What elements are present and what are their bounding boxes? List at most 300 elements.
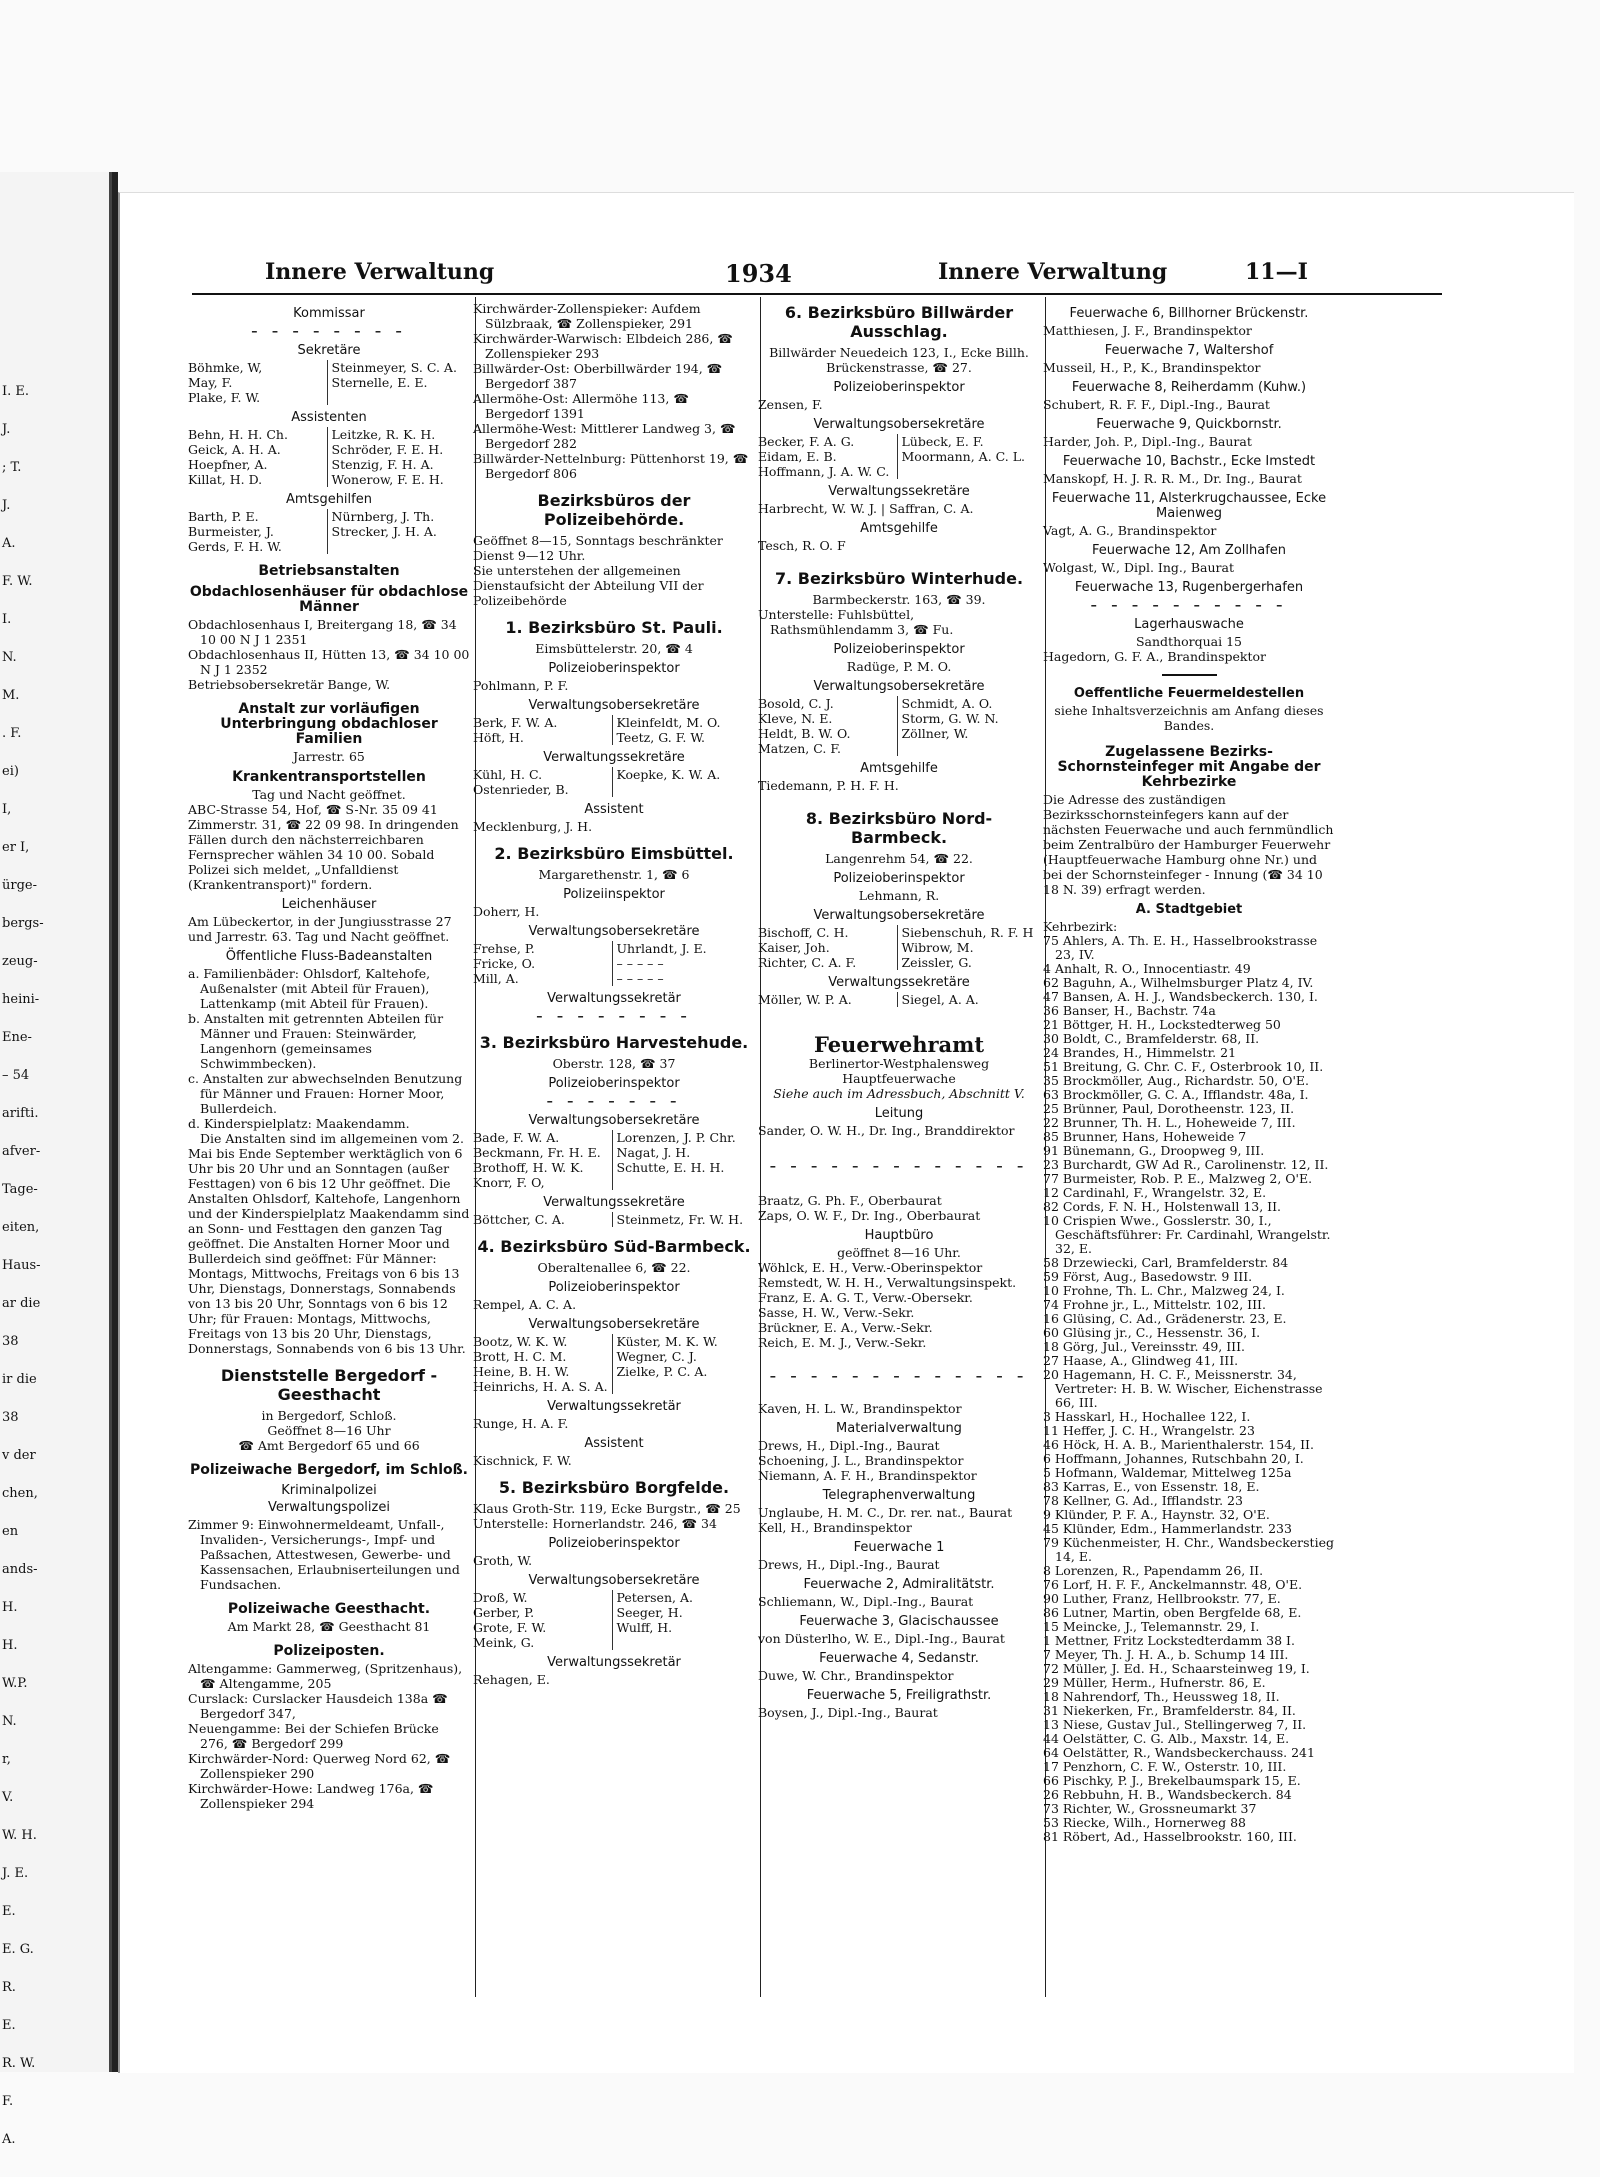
kehrbezirk-row: 22 Brunner, Th. H. L., Hoheweide 7, III.: [1043, 1115, 1296, 1130]
name-cell: Kühl, H. C.: [473, 767, 543, 782]
text-line: Billwärder-Ost: Oberbillwärder 194, ☎ Bergedorf 387: [473, 361, 723, 391]
kehrbezirk-row: 15 Meincke, J., Telemannstr. 29, I.: [1043, 1619, 1260, 1634]
kehrbezirk-row: 23 Burchardt, GW Ad R., Carolinenstr. 12, II.: [1043, 1157, 1329, 1172]
column-4: [1043, 301, 1335, 1844]
name-row: [188, 457, 470, 472]
name-cell: Schröder, F. E. H.: [327, 442, 471, 457]
feuerwache-heading: Feuerwache 7, Waltershof: [1104, 343, 1274, 358]
name-cell: [612, 782, 756, 797]
left-page-text: 38: [2, 1410, 19, 1425]
kehrbezirk-row: 4 Anhalt, R. O., Innocentiastr. 49: [1043, 961, 1251, 976]
role-heading: Verwaltungsobersekretäre: [813, 417, 985, 432]
kehrbezirk-row: 75 Ahlers, A. Th. E. H., Hasselbrookstrasse 23, IV.: [1043, 933, 1318, 962]
text-line: Schoening, J. L., Brandinspektor: [758, 1453, 964, 1468]
left-page-text: v der: [2, 1448, 36, 1463]
dash-placeholder: – – – – – – –: [546, 1093, 682, 1108]
person-name: Tiedemann, P. H. F. H.: [758, 778, 899, 793]
person-name: Hagedorn, G. F. A., Brandinspektor: [1043, 649, 1266, 664]
text-line: a. Familienbäder: Ohlsdorf, Kaltehofe, Außenalster (mit Abteil für Frauen), Lattenkamp (mit Abteil für Frauen).: [188, 966, 431, 1011]
text-line: Remstedt, W. H. H., Verwaltungsinspekt.: [758, 1275, 1017, 1290]
left-page-text: E. G.: [2, 1942, 34, 1957]
heading-bezirksbueros: Bezirksbüros der Polizeibehörde.: [537, 491, 691, 529]
name-cell: Wegner, C. J.: [612, 1349, 756, 1364]
name-cell: Bootz, W. K. W.: [473, 1334, 568, 1349]
name-row: [473, 1160, 755, 1175]
left-page-text: ürge-: [2, 878, 37, 893]
left-page-text: chen,: [2, 1486, 38, 1501]
name-row: [758, 741, 1040, 756]
role-heading: Polizeioberinspektor: [833, 642, 965, 657]
heading-bezirksbuero-4: 4. Bezirksbüro Süd-Barmbeck.: [477, 1237, 751, 1256]
fluss-text: Die Anstalten sind im allgemeinen vom 2. Mai bis Ende September werktäglich von 6 Uhr bis 20 Uhr und an Sonntagen (außer Festtagen) von 6 bis 12 Uhr geöffnet. Die Anstalten Ohlsdorf, Kaltehofe, Langenhorn und der Kinderspielplatz Maakendamm sind an Sonn- und Festtagen den ganzen Tag geöffnet. Die Anstalten Horner Moor und Bullerdeich sind geöffnet: Für Männer: Montags, Mittwochs, Freitags von 6 bis 13 Uhr, Dienstags, Donnerstags, Sonnabends von 13 bis 20 Uhr, Sonntags von 6 bis 12 Uhr; für Frauen: Montags, Mittwochs, Freitags von 13 bis 20 Uhr, Dienstags, Donnerstags, Sonnabends von 6 bis 13 Uhr.: [188, 1131, 470, 1356]
heading-leichenhaeuser: Leichenhäuser: [281, 897, 377, 912]
person-name: Schliemann, W., Dipl.-Ing., Baurat: [758, 1594, 974, 1609]
person-name: Vagt, A. G., Brandinspektor: [1043, 523, 1217, 538]
name-cell: Gerber, P.: [473, 1605, 535, 1620]
name-cell: Hoepfner, A.: [188, 457, 268, 472]
text-line: Kirchwärder-Nord: Querweg Nord 62, ☎ Zollenspieker 290: [188, 1751, 451, 1781]
name-row: [473, 782, 755, 797]
text-lines: [188, 802, 470, 892]
bezirksbuero-address: Klaus Groth-Str. 119, Ecke Burgstr., ☎ 25 Unterstelle: Hornerlandstr. 246, ☎ 34: [473, 1501, 741, 1531]
left-page-fragment: [0, 172, 118, 2147]
role-heading: Polizeioberinspektor: [548, 1536, 680, 1551]
name-cell: Moormann, A. C. L.: [897, 449, 1041, 464]
kehrbezirk-row: 91 Bünemann, G., Droopweg 9, III.: [1043, 1143, 1265, 1158]
name-cell: Strecker, J. H. A.: [327, 524, 471, 539]
name-cell: Sternelle, E. E.: [327, 375, 471, 390]
kehrbezirk-row: 5 Hofmann, Waldemar, Mittelweg 125a: [1043, 1465, 1292, 1480]
name-cell: Zeissler, G.: [897, 955, 1041, 970]
name-row: [758, 711, 1040, 726]
role-heading: Polizeioberinspektor: [548, 1076, 680, 1091]
name-row: [473, 715, 755, 730]
heading-bezirksbuero-5: 5. Bezirksbüro Borgfelde.: [498, 1478, 730, 1497]
role-heading: Feuerwache 3, Glacischaussee: [799, 1614, 999, 1629]
person-name: Wolgast, W., Dipl. Ing., Baurat: [1043, 560, 1234, 575]
role-heading: Feuerwache 2, Admiralitätstr.: [803, 1577, 995, 1592]
text-line: d. Kinderspielplatz: Maakendamm.: [188, 1116, 410, 1131]
role-heading: Verwaltungsobersekretäre: [528, 698, 700, 713]
bezirksbueros-note: Sie unterstehen der allgemeinen Dienstaufsicht der Abteilung VII der Polizeibehörde: [473, 563, 704, 608]
heading-polizeiwache-bergedorf: Polizeiwache Bergedorf, im Schloß.: [190, 1462, 468, 1478]
text-lines: [758, 1260, 1040, 1350]
person-name: Sander, O. W. H., Dr. Ing., Branddirektor: [758, 1123, 1015, 1138]
left-page-text: W.P.: [2, 1676, 28, 1691]
schornsteinfeger-text: Die Adresse des zuständigen Bezirksschornsteinfegers kann auf der nächsten Feuerwache und auch fernmündlich beim Zentralbüro der Hamburger Feuerwehr (Hauptfeuerwache Hamburg ohne Nr.) und bei der Schornsteinfeger - Innung (☎ 34 10 18 N. 39) erfragt werden.: [1043, 792, 1334, 897]
heading-fluss-badeanstalten: Öffentliche Fluss-Badeanstalten: [225, 949, 433, 964]
person-name: Harder, Joh. P., Dipl.-Ing., Baurat: [1043, 434, 1252, 449]
left-page-text: r,: [2, 1752, 11, 1767]
name-table: [473, 1130, 755, 1190]
left-page-text: ; T.: [2, 460, 22, 475]
heading-feuermeldestellen: Oeffentliche Feuermeldestellen: [1073, 686, 1305, 701]
person-name: Manskopf, H. J. R. R. M., Dr. Ing., Baurat: [1043, 471, 1302, 486]
kehrbezirk-row: 83 Karras, E., von Essenstr. 18, E.: [1043, 1479, 1260, 1494]
hauptbuero-hours: geöffnet 8—16 Uhr.: [837, 1245, 961, 1260]
kehrbezirk-row: 85 Brunner, Hans, Hoheweide 7: [1043, 1129, 1247, 1144]
text-line: Neuengamme: Bei der Schiefen Brücke 276, ☎ Bergedorf 299: [188, 1721, 439, 1751]
name-cell: Bischoff, C. H.: [758, 925, 849, 940]
name-row: [188, 524, 470, 539]
text-line: Billwärder-Nettelnburg: Püttenhorst 19, ☎ Bergedorf 806: [473, 451, 749, 481]
left-page-text: R. W.: [2, 2056, 36, 2071]
name-cell: Lübeck, E. F.: [897, 434, 1041, 449]
kehrbezirk-row: 63 Brockmöller, G. C. A., Ifflandstr. 48a, I.: [1043, 1087, 1309, 1102]
name-row: [473, 971, 755, 986]
name-table: [758, 992, 1040, 1007]
name-cell: [897, 464, 1041, 479]
name-row: [473, 1364, 755, 1379]
kehrbezirk-row: 45 Klünder, Edm., Hammerlandstr. 233: [1043, 1521, 1292, 1536]
feuermeldestellen-text: siehe Inhaltsverzeichnis am Anfang dieses Bandes.: [1054, 703, 1324, 733]
text-line: in Bergedorf, Schloß.: [261, 1408, 397, 1423]
name-cell: [612, 1635, 756, 1650]
name-cell: Beckmann, Fr. H. E.: [473, 1145, 601, 1160]
text-line: b. Anstalten mit getrennten Abteilen für Männer und Frauen: Steinwärder, Langenhorn (gemeinsames Schwimmbecken).: [188, 1011, 444, 1071]
name-cell: Eidam, E. B.: [758, 449, 837, 464]
name-cell: Heinrichs, H. A. S. A.: [473, 1379, 608, 1394]
feuerwache-heading: Feuerwache 6, Billhorner Brückenstr.: [1069, 306, 1309, 321]
bezirksbuero-address: Margarethenstr. 1, ☎ 6: [538, 867, 690, 882]
name-cell: Knorr, F. O,: [473, 1175, 545, 1190]
geesthacht-address: Am Markt 28, ☎ Geesthacht 81: [227, 1619, 431, 1634]
feuerwache-heading: Feuerwache 10, Bachstr., Ecke Imstedt: [1062, 454, 1316, 469]
text-line: Allermöhe-Ost: Allermöhe 113, ☎ Bergedorf 1391: [473, 391, 689, 421]
name-row: [758, 464, 1040, 479]
left-page-text: F.: [2, 2094, 14, 2109]
dash-placeholder: – – – – – – – – – –: [1090, 597, 1288, 612]
name-row: [188, 472, 470, 487]
text-line: Kirchwärder-Warwisch: Elbdeich 286, ☎ Zollenspieker 293: [473, 331, 733, 361]
dash-placeholder: – – – – – – – – – – – – –: [769, 1158, 1029, 1173]
role-heading: Polizeioberinspektor: [548, 1280, 680, 1295]
left-page-text: bergs-: [2, 916, 44, 931]
role-heading: Verwaltungsobersekretäre: [813, 908, 985, 923]
role-heading: Feuerwache 4, Sedanstr.: [819, 1651, 979, 1666]
person-name: Tesch, R. O. F: [758, 538, 846, 553]
name-cell: Becker, F. A. G.: [758, 434, 855, 449]
name-cell: Geick, A. H. A.: [188, 442, 281, 457]
text-lines: [188, 1408, 470, 1453]
text-line: Unglaube, H. M. C., Dr. rer. nat., Baurat: [758, 1505, 1013, 1520]
text-lines: [758, 1193, 1040, 1223]
text-line: Sasse, H. W., Verw.-Sekr.: [758, 1305, 915, 1320]
kehrbezirk-row: 36 Banser, H., Bachstr. 74a: [1043, 1003, 1216, 1018]
heading-feuerwehramt: Feuerwehramt: [813, 1032, 985, 1057]
text-lines: [188, 966, 470, 1131]
left-page-text: I.: [2, 612, 12, 627]
feuerwache-heading: Feuerwache 11, Alsterkrugchaussee, Ecke Maienweg: [1051, 491, 1327, 521]
heading-bezirksbuero-7: 7. Bezirksbüro Winterhude.: [774, 569, 1024, 588]
heading-bezirksbuero-1: 1. Bezirksbüro St. Pauli.: [505, 618, 723, 637]
heading-bezirksbuero-8: 8. Bezirksbüro Nord-Barmbeck.: [805, 809, 993, 847]
heading-schornsteinfeger: Zugelassene Bezirks-Schornsteinfeger mit Angabe der Kehrbezirke: [1057, 744, 1321, 790]
left-page-text: ar die: [2, 1296, 41, 1311]
person-name: Boysen, J., Dipl.-Ing., Baurat: [758, 1705, 938, 1720]
kehrbezirk-row: 81 Röbert, Ad., Hasselbrookstr. 160, III.: [1043, 1829, 1297, 1844]
person-name: Rehagen, E.: [473, 1672, 550, 1687]
person-name: Pohlmann, P. F.: [473, 678, 569, 693]
left-page-text: ands-: [2, 1562, 38, 1577]
kehrbezirk-row: 86 Lutner, Martin, oben Bergfelde 68, E.: [1043, 1605, 1302, 1620]
kehrbezirk-row: 9 Klünder, P. F. A., Haynstr. 32, O'E.: [1043, 1507, 1270, 1522]
heading-kriminalpolizei: Kriminalpolizei: [281, 1483, 377, 1498]
name-cell: Frehse, P.: [473, 941, 535, 956]
name-cell: Koepke, K. W. A.: [612, 767, 756, 782]
name-cell: – – – – –: [612, 971, 756, 986]
role-heading: Feuerwache 5, Freiligrathstr.: [806, 1688, 992, 1703]
column-2: [473, 301, 755, 1687]
name-cell: Bosold, C. J.: [758, 696, 834, 711]
heading-sekretaere: Sekretäre: [297, 343, 361, 358]
left-page-text: A.: [2, 2132, 16, 2147]
role-heading: Verwaltungsobersekretäre: [528, 924, 700, 939]
header-page-number: 11—I: [1245, 259, 1308, 285]
text-lines: [473, 301, 755, 481]
bezirksbuero-unterstelle: Unterstelle: Fuhlsbüttel, Rathsmühlendamm 3, ☎ Fu.: [758, 607, 954, 637]
feuerwache-heading: Feuerwache 12, Am Zollhafen: [1091, 543, 1287, 558]
name-row: [473, 1145, 755, 1160]
left-page-text: Tage-: [2, 1182, 38, 1197]
name-cell: [327, 390, 471, 405]
left-page-text: ei): [2, 764, 19, 779]
text-line: Allermöhe-West: Mittlerer Landweg 3, ☎ Bergedorf 282: [473, 421, 736, 451]
heading-bezirksbuero-6: 6. Bezirksbüro Billwärder Ausschlag.: [784, 303, 1014, 341]
name-cell: Steinmetz, Fr. W. H.: [612, 1212, 756, 1227]
header-right-title: Innere Verwaltung: [938, 259, 1168, 285]
heading-bezirksbuero-2: 2. Bezirksbüro Eimsbüttel.: [494, 844, 734, 863]
role-heading: Verwaltungsobersekretäre: [528, 1317, 700, 1332]
name-row: [473, 1590, 755, 1605]
text-line: Obdachlosenhaus I, Breitergang 18, ☎ 34 10 00 N J 1 2351: [188, 617, 457, 647]
kehrbezirk-row: 66 Pischky, P. J., Brekelbaumspark 15, E.: [1043, 1773, 1301, 1788]
name-cell: Wonerow, F. E. H.: [327, 472, 471, 487]
name-cell: Gerds, F. H. W.: [188, 539, 282, 554]
text-line: Franz, E. A. G. T., Verw.-Obersekr.: [758, 1290, 973, 1305]
kehrbezirk-row: 82 Cords, F. N. H., Holstenwall 13, II.: [1043, 1199, 1282, 1214]
left-page-text: J. E.: [2, 1866, 29, 1881]
heading-bezirksbuero-3: 3. Bezirksbüro Harvestehude.: [479, 1033, 749, 1052]
left-page-text: er I,: [2, 840, 30, 855]
name-cell: Plake, F. W.: [188, 390, 261, 405]
name-cell: Böttcher, C. A.: [473, 1212, 565, 1227]
name-cell: Fricke, O.: [473, 956, 536, 971]
name-table: [473, 1212, 755, 1227]
kehrbezirk-row: 24 Brandes, H., Himmelstr. 21: [1043, 1045, 1237, 1060]
kehrbezirk-row: 74 Frohne jr., L., Mittelstr. 102, III.: [1043, 1297, 1266, 1312]
page-header: [120, 259, 1574, 291]
left-page-text: W. H.: [2, 1828, 37, 1843]
left-page-text: J.: [2, 422, 11, 437]
name-cell: Grote, F. W.: [473, 1620, 547, 1635]
name-cell: Mill, A.: [473, 971, 519, 986]
person-name: Groth, W.: [473, 1553, 533, 1568]
text-line: Curslack: Curslacker Hausdeich 138a ☎ Bergedorf 347,: [188, 1691, 448, 1721]
person-name: Mecklenburg, J. H.: [473, 819, 593, 834]
left-page-text: N.: [2, 650, 17, 665]
name-table: [473, 715, 755, 745]
kehrbezirk-row: 59 Först, Aug., Basedowstr. 9 III.: [1043, 1269, 1253, 1284]
heading-lagerhauswache: Lagerhauswache: [1134, 617, 1244, 632]
name-cell: Kaiser, Joh.: [758, 940, 830, 955]
name-cell: Böhmke, W,: [188, 360, 263, 375]
kehrbezirk-row: 76 Lorf, H. F. F., Anckelmannstr. 48, O'E.: [1043, 1577, 1303, 1592]
bezirksbuero-address: Langenrehm 54, ☎ 22.: [825, 851, 973, 866]
name-row: [473, 941, 755, 956]
role-heading: Verwaltungssekretär: [547, 991, 681, 1006]
kehrbezirk-label: Kehrbezirk:: [1043, 919, 1118, 934]
kehrbezirk-list: [1043, 934, 1335, 1844]
left-page-text: H.: [2, 1600, 18, 1615]
dash-placeholder: – – – – – – – – – – – – –: [769, 1368, 1029, 1383]
role-heading: Verwaltungsobersekretäre: [528, 1113, 700, 1128]
name-table: [758, 434, 1040, 479]
name-table: [473, 1334, 755, 1394]
name-row: [473, 1175, 755, 1190]
role-heading: Assistent: [584, 1436, 644, 1451]
name-table: [473, 1590, 755, 1650]
name-cell: Matzen, C. F.: [758, 741, 842, 756]
person-name: Radüge, P. M. O.: [846, 659, 952, 674]
text-line: Geöffnet 8—16 Uhr: [267, 1423, 391, 1438]
krankentransport-hours: Tag und Nacht geöffnet.: [252, 787, 406, 802]
name-cell: Bade, F. W. A.: [473, 1130, 560, 1145]
name-row: [473, 1620, 755, 1635]
name-row: [188, 390, 470, 405]
name-cell: Leitzke, R. K. H.: [327, 427, 471, 442]
left-page-text: 38: [2, 1334, 19, 1349]
header-left-title: Innere Verwaltung: [265, 259, 495, 285]
heading-stadtgebiet: A. Stadtgebiet: [1135, 902, 1243, 917]
document-page: [118, 192, 1574, 2073]
kehrbezirk-row: 27 Haase, A., Glindweg 41, III.: [1043, 1353, 1239, 1368]
name-cell: Barth, P. E.: [188, 509, 259, 524]
verwaltungspolizei-text: Zimmer 9: Einwohnermeldeamt, Unfall-, Invaliden-, Versicherungs-, Impf- und Paßsachen, Attestwesen, Gewerbe- und Kassensachen, Erlaubniserteilungen und Fundsachen.: [188, 1517, 460, 1592]
text-line: Reich, E. M. J., Verw.-Sekr.: [758, 1335, 927, 1350]
text-line: Kirchwärder-Zollenspieker: Aufdem Sülzbraak, ☎ Zollenspieker, 291: [473, 301, 701, 331]
text-line: Drews, H., Dipl.-Ing., Baurat: [758, 1438, 940, 1453]
person-name: Harbrecht, W. W. J. | Saffran, C. A.: [758, 501, 974, 516]
text-line: Altengamme: Gammerweg, (Spritzenhaus), ☎ Altengamme, 205: [188, 1661, 463, 1691]
name-row: [758, 449, 1040, 464]
text-lines: [758, 1505, 1040, 1535]
name-cell: Behn, H. H. Ch.: [188, 427, 288, 442]
heading-krankentransport: Krankentransportstellen: [232, 769, 426, 785]
name-cell: Killat, H. D.: [188, 472, 263, 487]
kehrbezirk-row: 25 Brünner, Paul, Dorotheenstr. 123, II.: [1043, 1101, 1295, 1116]
name-cell: Meink, G.: [473, 1635, 535, 1650]
text-line: Niemann, A. F. H., Brandinspektor: [758, 1468, 977, 1483]
person-name: Schubert, R. F. F., Dipl.-Ing., Baurat: [1043, 397, 1270, 412]
name-row: [758, 925, 1040, 940]
name-cell: Burmeister, J.: [188, 524, 274, 539]
name-cell: Siegel, A. A.: [897, 992, 1041, 1007]
role-heading: Amtsgehilfe: [860, 521, 938, 536]
heading-polizeiwache-geesthacht: Polizeiwache Geesthacht.: [227, 1601, 431, 1617]
name-row: [473, 1605, 755, 1620]
name-cell: Heine, B. H. W.: [473, 1364, 570, 1379]
left-page-text: heini-: [2, 992, 40, 1007]
kehrbezirk-row: 46 Höck, H. A. B., Marienthalerstr. 154, II.: [1043, 1437, 1314, 1452]
role-heading: Polizeiinspektor: [563, 887, 665, 902]
left-page-text: H.: [2, 1638, 18, 1653]
name-row: [473, 1349, 755, 1364]
name-cell: Kleinfeldt, M. O.: [612, 715, 756, 730]
text-line: Betriebsobersekretär Bange, W.: [188, 677, 391, 692]
name-cell: Heldt, B. W. O.: [758, 726, 851, 741]
person-name: Kischnick, F. W.: [473, 1453, 572, 1468]
dash-placeholder: – – – – – – – –: [251, 323, 407, 338]
role-heading: Hauptbüro: [864, 1228, 934, 1243]
role-heading: Verwaltungssekretäre: [828, 975, 970, 990]
name-cell: Brott, H. C. M.: [473, 1349, 567, 1364]
name-cell: Zielke, P. C. A.: [612, 1364, 756, 1379]
role-heading: Verwaltungssekretäre: [543, 1195, 685, 1210]
name-cell: Schmidt, A. O.: [897, 696, 1041, 711]
name-row: [473, 1212, 755, 1227]
name-cell: [612, 1379, 756, 1394]
name-cell: Siebenschuh, R. F. H: [897, 925, 1041, 940]
role-heading: Verwaltungssekretär: [547, 1655, 681, 1670]
bezirksbuero-address: Barmbeckerstr. 163, ☎ 39.: [812, 592, 986, 607]
text-line: Braatz, G. Ph. F., Oberbaurat: [758, 1193, 942, 1208]
feuerwache-heading: Feuerwache 9, Quickbornstr.: [1096, 417, 1282, 432]
kehrbezirk-row: 20 Hagemann, H. C. F., Meissnerstr. 34, Vertreter: H. B. W. Wischer, Eichenstrasse 66, III.: [1043, 1367, 1323, 1410]
left-page-text: N.: [2, 1714, 17, 1729]
role-heading: Verwaltungssekretäre: [828, 484, 970, 499]
kehrbezirk-row: 62 Baguhn, A., Wilhelmsburger Platz 4, IV.: [1043, 975, 1314, 990]
name-cell: Hoffmann, J. A. W. C.: [758, 464, 890, 479]
role-heading: Verwaltungssekretär: [547, 1399, 681, 1414]
left-page-text: J.: [2, 498, 11, 513]
feuerwache-heading: Feuerwache 13, Rugenbergerhafen: [1074, 580, 1304, 595]
left-page-text: ir die: [2, 1372, 37, 1387]
kehrbezirk-row: 30 Boldt, C., Bramfelderstr. 68, II.: [1043, 1031, 1260, 1046]
left-page-text: Haus-: [2, 1258, 41, 1273]
kehrbezirk-row: 72 Müller, J. Ed. H., Schaarsteinweg 19, I.: [1043, 1661, 1310, 1676]
name-cell: [327, 539, 471, 554]
kehrbezirk-row: 17 Penzhorn, C. F. W., Osterstr. 10, III.: [1043, 1759, 1287, 1774]
dash-placeholder: – – – – – – – –: [536, 1008, 692, 1023]
text-line: Wöhlck, E. H., Verw.-Oberinspektor: [758, 1260, 983, 1275]
name-row: [758, 940, 1040, 955]
feuerwache-list: [1043, 306, 1335, 595]
role-heading: Leitung: [874, 1106, 924, 1121]
name-table: [473, 767, 755, 797]
header-rule: [192, 293, 1442, 295]
name-table: [473, 941, 755, 986]
kehrbezirk-row: 13 Niese, Gustav Jul., Stellingerweg 7, II.: [1043, 1717, 1307, 1732]
left-page-text: zeug-: [2, 954, 38, 969]
name-table: [758, 925, 1040, 970]
kehrbezirk-row: 47 Bansen, A. H. J., Wandsbeckerch. 130, I.: [1043, 989, 1318, 1004]
name-row: [473, 1379, 755, 1394]
section-rule: [1162, 674, 1217, 676]
name-cell: Uhrlandt, J. E.: [612, 941, 756, 956]
text-line: c. Anstalten zur abwechselnden Benutzung für Männer und Frauen: Horner Moor, Bullerdeich.: [188, 1071, 463, 1116]
heading-kommissar: Kommissar: [293, 306, 365, 321]
person-name: Kaven, H. L. W., Brandinspektor: [758, 1401, 962, 1416]
left-page-text: I. E.: [2, 384, 30, 399]
name-row: [758, 434, 1040, 449]
kehrbezirk-row: 53 Riecke, Wilh., Hornerweg 88: [1043, 1815, 1247, 1830]
name-cell: Stenzig, F. H. A.: [327, 457, 471, 472]
person-name: Matthiesen, J. F., Brandinspektor: [1043, 323, 1252, 338]
kehrbezirk-row: 18 Görg, Jul., Vereinsstr. 49, III.: [1043, 1339, 1246, 1354]
kehrbezirk-row: 11 Heffer, J. C. H., Wrangelstr. 23: [1043, 1423, 1255, 1438]
kehrbezirk-row: 3 Hasskarl, H., Hochallee 122, I.: [1043, 1409, 1251, 1424]
